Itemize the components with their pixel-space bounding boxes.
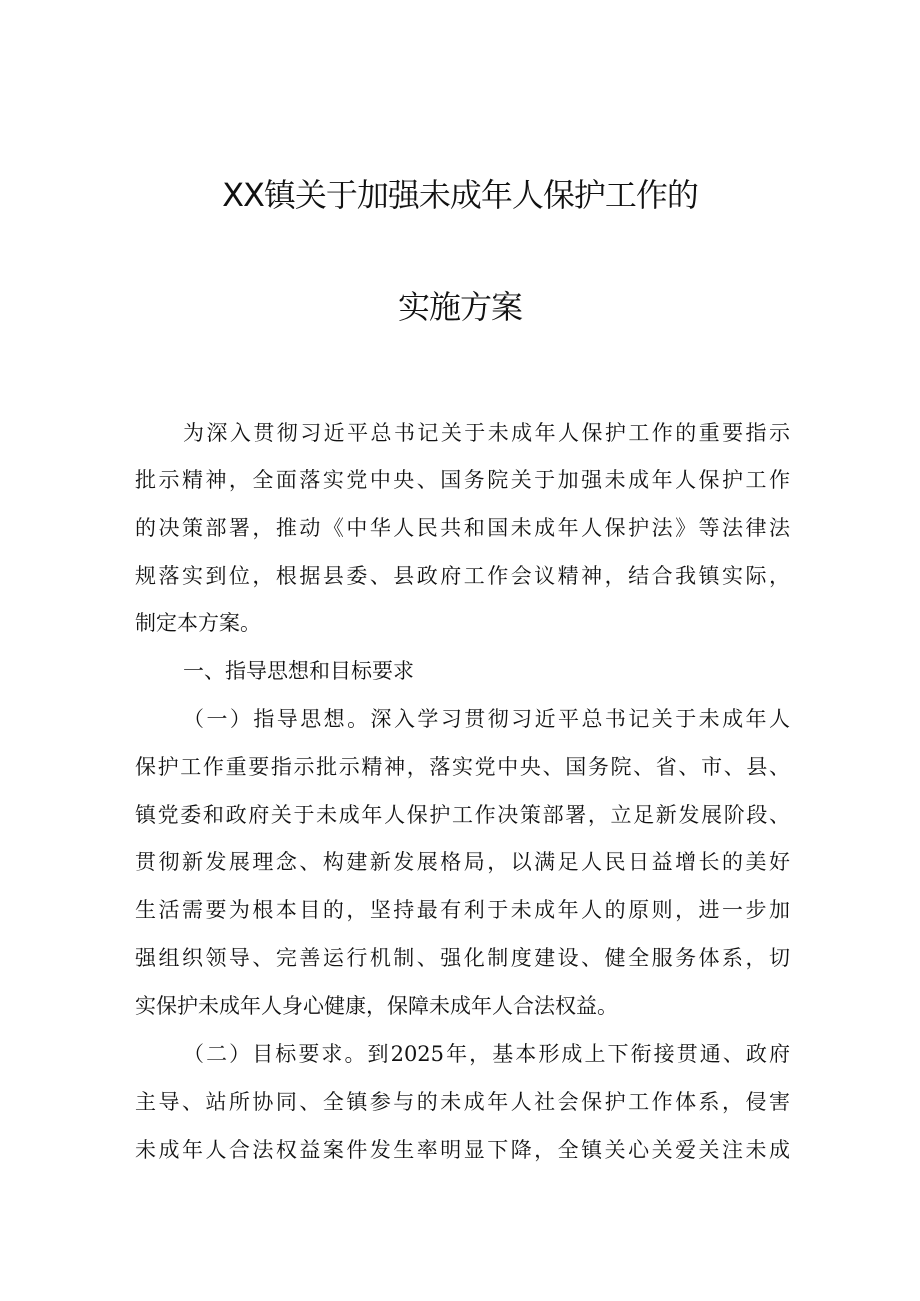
paragraph-line: 镇党委和政府关于未成年人保护工作决策部署，立足新发展阶段、 xyxy=(135,803,790,827)
section-heading: 一、指导思想和目标要求 xyxy=(183,659,414,683)
paragraph-line: （二）目标要求。到2025年，基本形成上下衔接贯通、政府 xyxy=(183,1042,790,1066)
paragraph-line: 制定本方案。 xyxy=(135,611,261,635)
paragraph-line: 未成年人合法权益案件发生率明显下降，全镇关心关爱关注未成 xyxy=(135,1138,790,1162)
paragraph-line: 批示精神，全面落实党中央、国务院关于加强未成年人保护工作 xyxy=(135,468,790,492)
document-title-line-2: 实施方案 xyxy=(397,288,522,326)
paragraph-line: 生活需要为根本目的，坚持最有利于未成年人的原则，进一步加 xyxy=(135,898,790,922)
paragraph-line: 为深入贯彻习近平总书记关于未成年人保护工作的重要指示 xyxy=(183,421,790,445)
paragraph-line: 贯彻新发展理念、构建新发展格局，以满足人民日益增长的美好 xyxy=(135,850,790,874)
paragraph-line: 实保护未成年人身心健康，保障未成年人合法权益。 xyxy=(135,994,618,1018)
paragraph-line: 主导、站所协同、全镇参与的未成年人社会保护工作体系，侵害 xyxy=(135,1090,790,1114)
paragraph-line: 的决策部署，推动《中华人民共和国未成年人保护法》等法律法 xyxy=(135,516,790,540)
document-title-line-1: XX镇关于加强未成年人保护工作的 xyxy=(222,176,698,214)
paragraph-line: （一）指导思想。深入学习贯彻习近平总书记关于未成年人 xyxy=(183,707,790,731)
paragraph-line: 规落实到位，根据县委、县政府工作会议精神，结合我镇实际， xyxy=(135,564,790,588)
paragraph-line: 强组织领导、完善运行机制、强化制度建设、健全服务体系，切 xyxy=(135,946,790,970)
paragraph-line: 保护工作重要指示批示精神，落实党中央、国务院、省、市、县、 xyxy=(135,755,790,779)
